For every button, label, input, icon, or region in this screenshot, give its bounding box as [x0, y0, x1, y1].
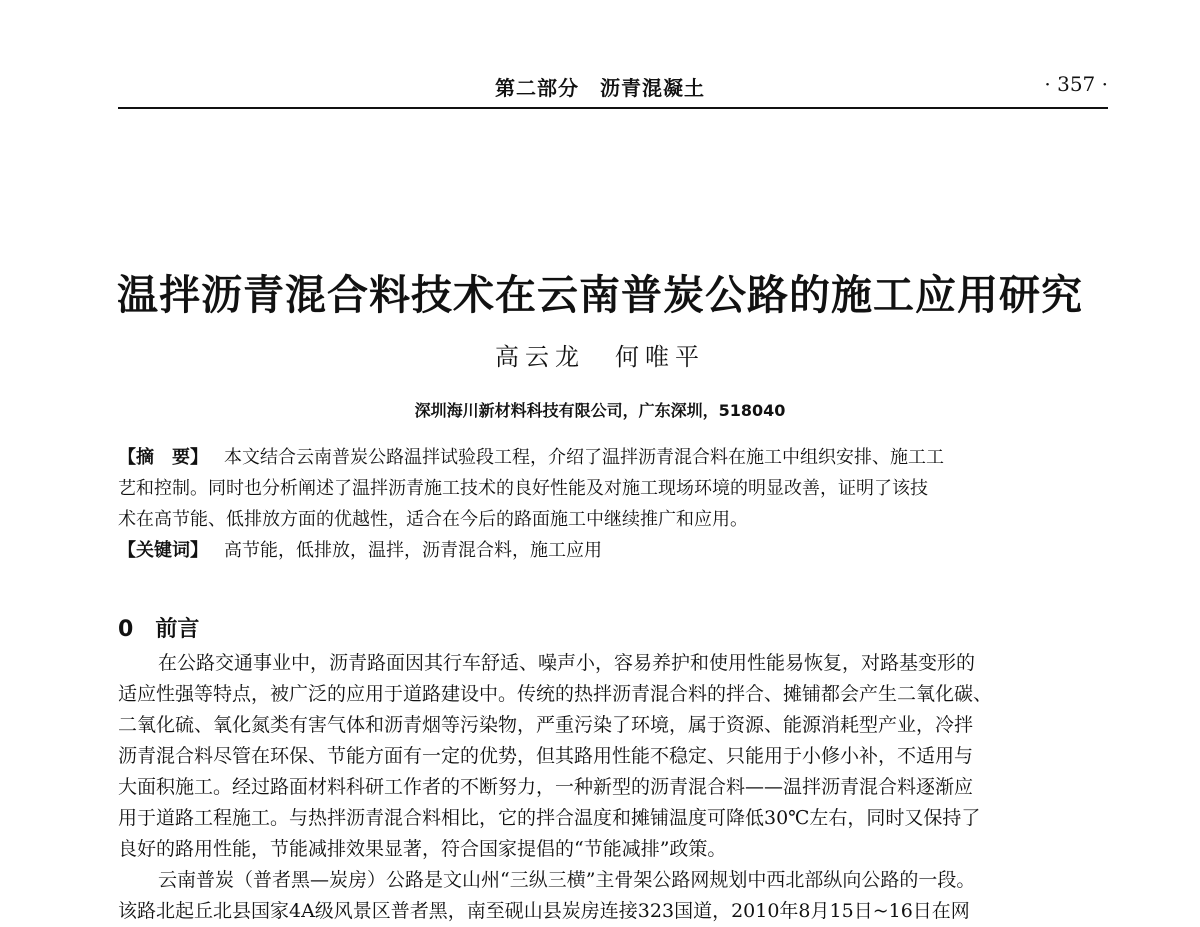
- section-number: 0: [118, 617, 134, 642]
- body-line: 良好的路用性能，节能减排效果显著，符合国家提倡的“节能减排”政策。: [118, 838, 727, 860]
- body-line: 在公路交通事业中，沥青路面因其行车舒适、噪声小，容易养护和使用性能易恢复，对路基变形的: [158, 652, 976, 674]
- body-line: 大面积施工。经过路面材料科研工作者的不断努力，一种新型的沥青混合料——温拌沥青混合料逐渐应: [118, 776, 974, 798]
- body-line: 云南普炭（普者黑—炭房）公路是文山州“三纵三横”主骨架公路网规划中西北部纵向公路的一段。: [158, 869, 976, 891]
- keywords-label: 【关键词】: [118, 540, 208, 561]
- affiliation: 深圳海川新材料科技有限公司，广东深圳，518040: [414, 401, 786, 420]
- running-header-section: 第二部分 沥青混凝土: [495, 76, 705, 100]
- abstract-text-line-2: 艺和控制。同时也分析阐述了温拌沥青施工技术的良好性能及对施工现场环境的明显改善，证明了该技: [118, 478, 928, 499]
- section-heading: [118, 612, 199, 643]
- body-text: [118, 648, 1110, 927]
- body-line: 二氧化硫、氧化氮类有害气体和沥青烟等污染物，严重污染了环境，属于资源、能源消耗型产业，冷拌: [118, 714, 974, 736]
- keywords-line: [118, 535, 1108, 566]
- paper-title: 温拌沥青混合料技术在云南普炭公路的施工应用研究: [117, 271, 1083, 319]
- body-line: 用于道路工程施工。与热拌沥青混合料相比，它的拌合温度和摊铺温度可降低30℃左右，同时又保持了: [118, 807, 981, 829]
- abstract-text-line-1: 本文结合云南普炭公路温拌试验段工程，介绍了温拌沥青混合料在施工中组织安排、施工工: [224, 447, 944, 468]
- authors: 高云龙 何唯平: [495, 343, 705, 371]
- section-title: 前言: [155, 617, 200, 642]
- abstract-block: [118, 442, 1108, 566]
- abstract-text-line-3: 术在高节能、低排放方面的优越性，适合在今后的路面施工中继续推广和应用。: [118, 509, 748, 530]
- header-rule: [118, 107, 1108, 109]
- body-line: 适应性强等特点，被广泛的应用于道路建设中。传统的热拌沥青混合料的拌合、摊铺都会产生二氧化碳、: [118, 683, 993, 705]
- page-number: · 357 ·: [1044, 72, 1108, 96]
- abstract-line: [118, 442, 1108, 473]
- body-line: 沥青混合料尽管在环保、节能方面有一定的优势，但其路用性能不稳定、只能用于小修小补，不适用与: [118, 745, 974, 767]
- body-line: 该路北起丘北县国家4A级风景区普者黑，南至砚山县炭房连接323国道，2010年8月15日~16日在网: [118, 900, 970, 922]
- abstract-label: 【摘 要】: [118, 447, 208, 468]
- keywords-text: 高节能，低排放，温拌，沥青混合料，施工应用: [224, 540, 602, 561]
